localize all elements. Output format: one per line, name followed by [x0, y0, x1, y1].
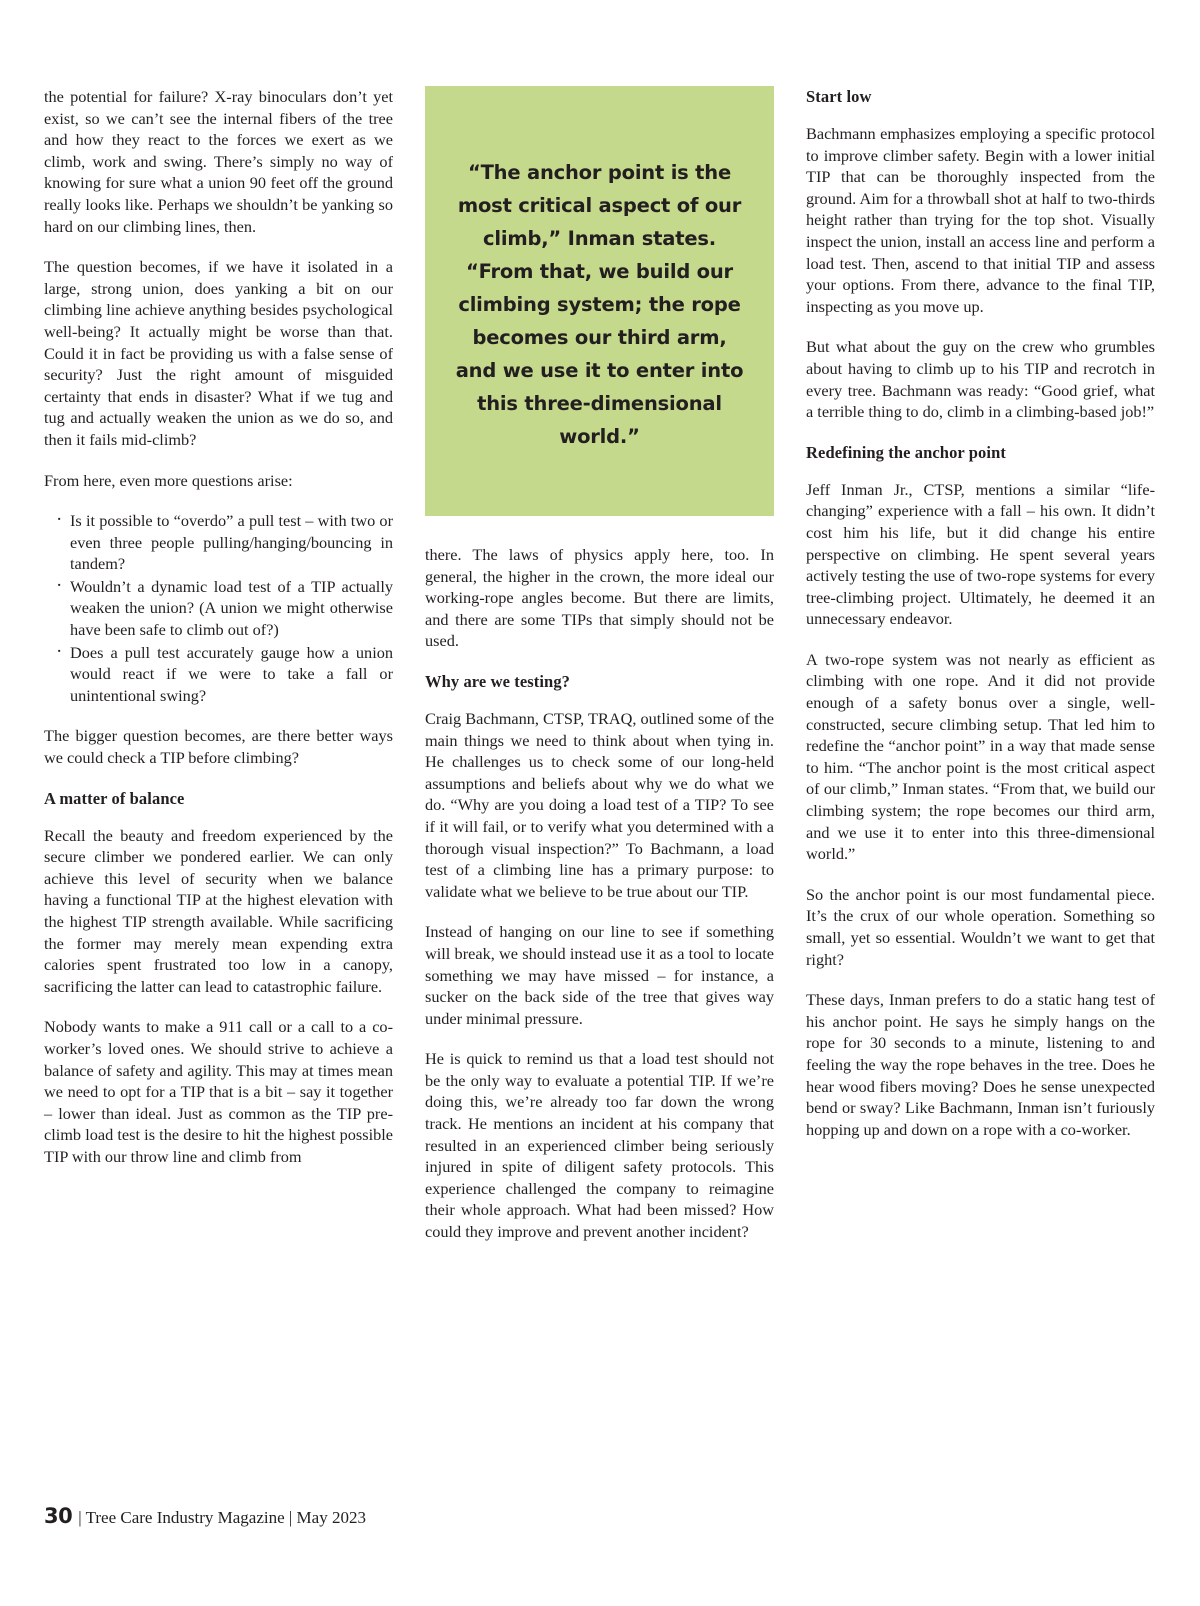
paragraph: So the anchor point is our most fundamental piece. It’s the crux of our whole operation. Something so small, yet so essential. Wouldn’t we want to get that right? [806, 884, 1155, 969]
paragraph: A two-rope system was not nearly as efficient as climbing with one rope. And it did not provide enough of a safety bonus over a single, well-constructed, secure climbing setup. That led him to redefine the “anchor point” in a way that made sense to him. “The anchor point is the most critical aspect of our climb,” Inman states. “From that, we build our climbing system; the rope becomes our third arm, and we use it to enter into this three-dimensional world.” [806, 649, 1155, 864]
subhead-redefining-the-anchor-point: Redefining the anchor point [806, 442, 1006, 462]
paragraph: Recall the beauty and freedom experienced by the secure climber we pondered earlier. We can only achieve this level of security when we balance having a functional TIP at the highest elevation with the highest TIP strength available. While sacrificing the former may merely mean expending extra calories spent frustrated too low in a canopy, sacrificing the latter can lead to catastrophic failure. [44, 825, 393, 996]
paragraph: The question becomes, if we have it isolated in a large, strong union, does yanking a bit on our climbing line achieve anything besides psychological well-being? It actually might be worse than that. Could it in fact be providing us with a false sense of security? Just the right amount of misguided certainty that ends in disaster? What if we tug and tug and actually weaken the union as we do so, and then it fails mid-climb? [44, 257, 393, 449]
paragraph: Instead of hanging on our line to see if something will break, we should instead use it as a tool to locate something we may have missed – for instance, a sucker on the back side of the tree that gives way under minimal pressure. [425, 922, 774, 1028]
subhead-a-matter-of-balance: A matter of balance [44, 788, 185, 808]
article-columns [44, 86, 1156, 1476]
paragraph: Craig Bachmann, CTSP, TRAQ, outlined some of the main things we need to think about when tying in. He challenges us to check some of our long-held assumptions and beliefs about why we do what we do. “Why are you doing a load test of a TIP? To see if it will fail, or to verify what you determined with a thorough visual inspection?” To Bachmann, a load test of a climbing line has a primary purpose: to validate what we believe to be true about our TIP. [425, 708, 774, 901]
paragraph: The bigger question becomes, are there better ways we could check a TIP before climbing? [44, 726, 393, 768]
paragraph: He is quick to remind us that a load test should not be the only way to evaluate a potential TIP. If we’re doing this, we’re already too far down the wrong track. He mentions an incident at his company that resulted in an experienced climber being seriously injured in spite of diligent safety protocols. This experience challenged the company to reimagine their whole approach. What had been missed? How could they improve and prevent another incident? [425, 1049, 774, 1242]
list-item: · Is it possible to “overdo” a pull test – with two or even three people pulling/hanging/bouncing in tandem? [70, 510, 393, 575]
footer-text: | Tree Care Industry Magazine | May 2023 [78, 1508, 366, 1527]
paragraph: But what about the guy on the crew who grumbles about having to climb up to his TIP and recrotch in every tree. Bachmann was ready: “Good grief, what a terrible thing to do, climb in a climbing-based job!” [806, 337, 1155, 422]
paragraph: the potential for failure? X-ray binoculars don’t yet exist, so we can’t see the internal fibers of the tree and how they react to the forces we exert as we climb, work and swing. There’s simply no way of knowing for sure what a union 90 feet off the ground really looks like. Perhaps we shouldn’t be yanking so hard on our climbing lines, then. [44, 87, 393, 236]
page-number: 30 [44, 1504, 73, 1528]
pull-quote-box [425, 86, 774, 516]
paragraph: Bachmann emphasizes employing a specific protocol to improve climber safety. Begin with a lower initial TIP that can be thoroughly inspected from the ground. Aim for a throwball shot at half to two-thirds height rather than trying for the top shot. Visually inspect the union, install an access line and perform a load test. Then, ascend to that initial TIP and assess your options. From there, advance to the final TIP, inspecting as you move up. [806, 124, 1155, 316]
subhead-start-low: Start low [806, 87, 872, 106]
page-footer [44, 1504, 366, 1528]
list-item: · Wouldn’t a dynamic load test of a TIP actually weaken the union? (A union we might otherwise have been safe to climb out of?) [70, 576, 393, 641]
question-list [44, 510, 393, 706]
pull-quote-text: “The anchor point is the most critical aspect of our climb,” Inman states. “From that, we build our climbing system; the rope becomes our third arm, and we use it to enter into this three-dimensional world.” [455, 161, 744, 448]
column-right [806, 86, 1155, 1476]
column-center [425, 86, 774, 1476]
column-left [44, 86, 393, 1476]
paragraph: These days, Inman prefers to do a static hang test of his anchor point. He says he simply hangs on the rope for 30 seconds to a minute, listening to and feeling the way the rope behaves in the tree. Does he hear wood fibers moving? Does he sense unexpected bend or sway? Like Bachmann, Inman isn’t furiously hopping up and down on a rope with a co-worker. [806, 990, 1155, 1139]
subhead-why-are-we-testing: Why are we testing? [425, 671, 571, 691]
paragraph: there. The laws of physics apply here, too. In general, the higher in the crown, the more ideal our working-rope angles become. But there are limits, and there are some TIPs that simply should not be used. [425, 545, 774, 651]
list-item: · Does a pull test accurately gauge how a union would react if we were to take a fall or unintentional swing? [70, 642, 393, 707]
paragraph: Nobody wants to make a 911 call or a call to a co-worker’s loved ones. We should strive to achieve a balance of safety and agility. This may at times mean we need to opt for a TIP that is a bit – say it together – lower than ideal. Just as common as the TIP pre-climb load test is the desire to hit the highest possible TIP with our throw line and climb from [44, 1017, 393, 1166]
paragraph: From here, even more questions arise: [44, 470, 293, 490]
paragraph: Jeff Inman Jr., CTSP, mentions a similar “life-changing” experience with a fall – his own. It didn’t cost him his life, but it did change his entire perspective on climbing. He spent several years actively testing the use of two-rope systems for every tree-climbing project. Ultimately, he deemed it an unnecessary endeavor. [806, 479, 1155, 629]
